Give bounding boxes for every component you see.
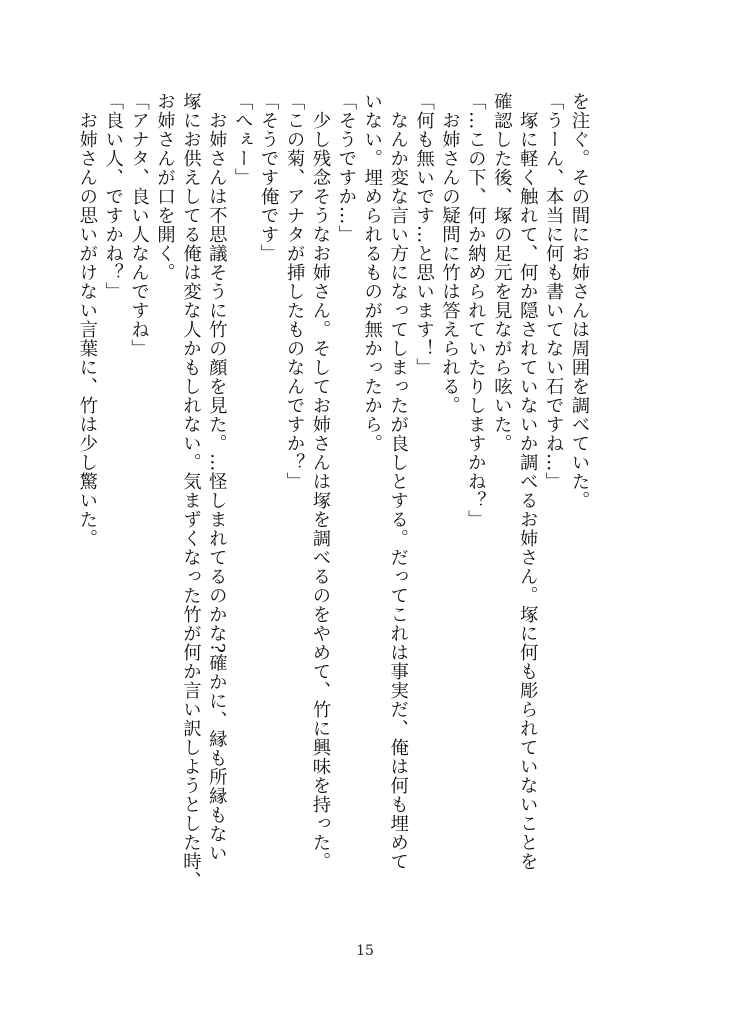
- text-line: お姉さんは不思議そうに竹の顔を見た。…怪しまれてるのかな?確かに、縁も所縁もない: [206, 92, 228, 863]
- text-line: 少し残念そうなお姉さん。そしてお姉さんは塚を調べるのをやめて、竹に興味を持った。: [309, 92, 331, 871]
- text-line: を注ぐ。その間にお姉さんは周囲を調べていた。: [569, 92, 590, 510]
- text-line: 確認した後、塚の足元を見ながら呟いた。: [491, 92, 513, 453]
- text-line: いない。埋められるものが無かったから。: [361, 92, 383, 453]
- text-line: 「そうです俺です」: [258, 92, 280, 263]
- text-line: なんか変な言い方になってしまったが良しとする。だってこれは事実だ、俺は何も埋めて: [387, 92, 409, 871]
- text-line: 「へぇー」: [232, 92, 254, 187]
- text-line: 「アナタ、良い人なんですね」: [128, 92, 150, 358]
- text-line: 「何も無いです…と思います！」: [413, 92, 435, 377]
- page-number: 15: [356, 943, 374, 959]
- text-line: お姉さんの思いがけない言葉に、竹は少し驚いた。: [76, 92, 98, 548]
- text-line: お姉さんの疑問に竹は答えられる。: [439, 92, 461, 415]
- novel-body-text: [74, 92, 592, 912]
- text-line: 「そうですか…」: [335, 92, 357, 244]
- text-line: お姉さんが口を開く。: [154, 92, 176, 282]
- text-line: 「…この下、何か納められていたりしますかね？」: [465, 92, 487, 529]
- text-line: 塚にお供えしてる俺は変な人かもしれない。気まずくなった竹が何か言い訳しようとした時、: [180, 92, 202, 890]
- text-line: 塚に軽く触れて、何か隠されていないか調べるお姉さん。塚に何も彫られていないことを: [517, 92, 539, 871]
- text-line: 「この菊、アナタが挿したものなんですか？」: [284, 92, 306, 491]
- text-line: 「うーん、本当に何も書いてない石ですね…」: [543, 92, 565, 491]
- text-line: 「良い人、ですかね？」: [102, 92, 124, 301]
